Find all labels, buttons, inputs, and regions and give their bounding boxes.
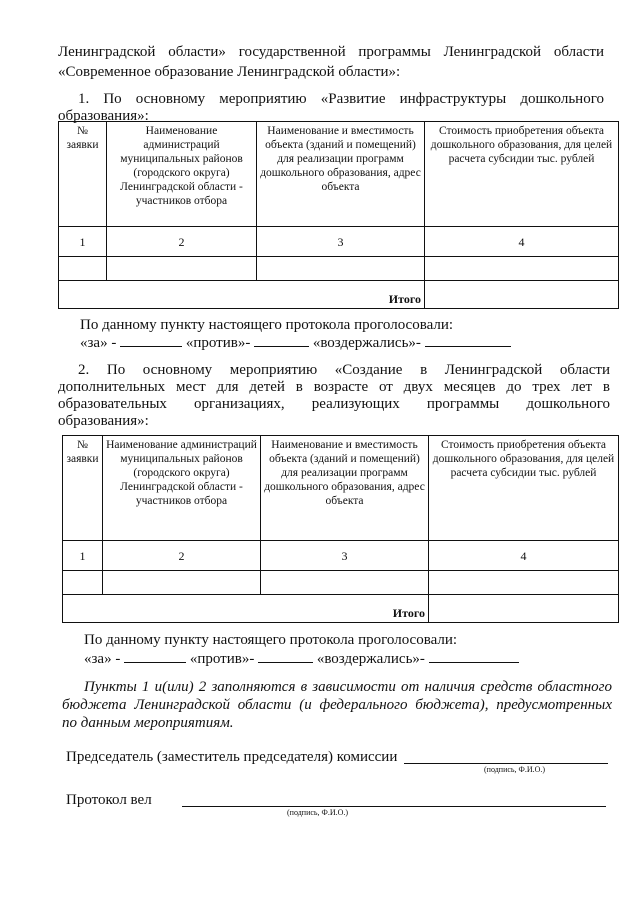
header-cell: Наименование и вместимость объекта (зданий и помещений) для реализации программ дошкольного образования, адрес объекта: [257, 122, 425, 227]
vote-za-blank[interactable]: [120, 332, 182, 347]
section1-heading-line-2: образования»:: [58, 108, 149, 124]
vote-vozderzh-label: «воздержались»-: [312, 335, 421, 351]
vote-za-label: «за» -: [84, 651, 121, 667]
section1-heading-line-1: 1. По основному мероприятию «Развитие инфраструктуры дошкольного: [78, 91, 604, 107]
table-total-row: [63, 595, 619, 623]
section2-heading-line-3: образовательных организациях, реализующих программы дошкольного: [58, 396, 610, 412]
table-cell[interactable]: [425, 257, 619, 281]
vote-protiv-label: «против»-: [185, 335, 251, 351]
chair-label: Председатель (заместитель председателя) комиссии: [66, 749, 398, 765]
table-cell[interactable]: [59, 257, 107, 281]
total-label: Итого: [59, 281, 425, 309]
header-cell: № заявки: [59, 122, 107, 227]
header-cell: Стоимость приобретения объекта дошкольного образования, для целей расчета субсидии тыс. рублей: [429, 436, 619, 541]
number-cell: 2: [107, 227, 257, 257]
total-value-cell[interactable]: [429, 595, 619, 623]
vote-za-label: «за» -: [80, 335, 117, 351]
section1-vote-line: [80, 332, 511, 353]
note-line-2: бюджета Ленинградской области (и федерального бюджета), предусмотренных: [62, 697, 612, 713]
intro-line-1: Ленинградской области» государственной программы Ленинградской области: [58, 44, 604, 60]
number-cell: 3: [261, 541, 429, 571]
table-cell[interactable]: [261, 571, 429, 595]
chair-signature-caption: (подпись, Ф.И.О.): [484, 765, 546, 774]
number-cell: 4: [429, 541, 619, 571]
table-header-row: [59, 122, 619, 227]
number-cell: 1: [63, 541, 103, 571]
header-cell: Наименование администраций муниципальных районов (городского округа) Ленинградской области - участников отбора: [103, 436, 261, 541]
note-line-1: Пункты 1 и(или) 2 заполняются в зависимости от наличия средств областного: [84, 679, 612, 695]
header-cell: Наименование и вместимость объекта (зданий и помещений) для реализации программ дошкольного образования, адрес объекта: [261, 436, 429, 541]
secretary-label: Протокол вел: [66, 792, 152, 808]
vote-vozderzh-blank[interactable]: [425, 332, 511, 347]
vote-protiv-blank[interactable]: [258, 648, 313, 663]
table-cell[interactable]: [103, 571, 261, 595]
section2-vote-title: По данному пункту настоящего протокола проголосовали:: [84, 632, 458, 648]
secretary-signature-caption: (подпись, Ф.И.О.): [287, 808, 349, 817]
table-cell[interactable]: [107, 257, 257, 281]
table-row: [59, 257, 619, 281]
note-line-3: по данным мероприятиям.: [62, 715, 234, 731]
table-number-row: [59, 227, 619, 257]
section1-table: [58, 121, 619, 309]
number-cell: 4: [425, 227, 619, 257]
table-cell[interactable]: [257, 257, 425, 281]
table-header-row: [63, 436, 619, 541]
chair-signature-line[interactable]: [404, 762, 608, 764]
table-number-row: [63, 541, 619, 571]
intro-line-2: «Современное образование Ленинградской области»:: [58, 64, 401, 80]
table-cell[interactable]: [63, 571, 103, 595]
number-cell: 2: [103, 541, 261, 571]
vote-protiv-blank[interactable]: [254, 332, 309, 347]
section2-vote-line: [84, 648, 519, 669]
header-cell: Наименование администраций муниципальных районов (городского округа) Ленинградской области - участников отбора: [107, 122, 257, 227]
vote-protiv-label: «против»-: [189, 651, 255, 667]
header-cell: Стоимость приобретения объекта дошкольного образования, для целей расчета субсидии тыс. рублей: [425, 122, 619, 227]
table-row: [63, 571, 619, 595]
table-cell[interactable]: [429, 571, 619, 595]
secretary-signature-line[interactable]: [182, 805, 606, 807]
table-total-row: [59, 281, 619, 309]
section2-heading-line-4: образования»:: [58, 413, 149, 429]
section2-heading-line-2: дополнительных мест для детей в возрасте от двух месяцев до трех лет в: [58, 379, 610, 395]
number-cell: 3: [257, 227, 425, 257]
total-label: Итого: [63, 595, 429, 623]
vote-za-blank[interactable]: [124, 648, 186, 663]
total-value-cell[interactable]: [425, 281, 619, 309]
vote-vozderzh-label: «воздержались»-: [316, 651, 425, 667]
vote-vozderzh-blank[interactable]: [429, 648, 519, 663]
number-cell: 1: [59, 227, 107, 257]
section1-vote-title: По данному пункту настоящего протокола проголосовали:: [80, 317, 454, 333]
section2-heading-line-1: 2. По основному мероприятию «Создание в Ленинградской области: [78, 362, 610, 378]
header-cell: № заявки: [63, 436, 103, 541]
section2-table: [62, 435, 619, 623]
